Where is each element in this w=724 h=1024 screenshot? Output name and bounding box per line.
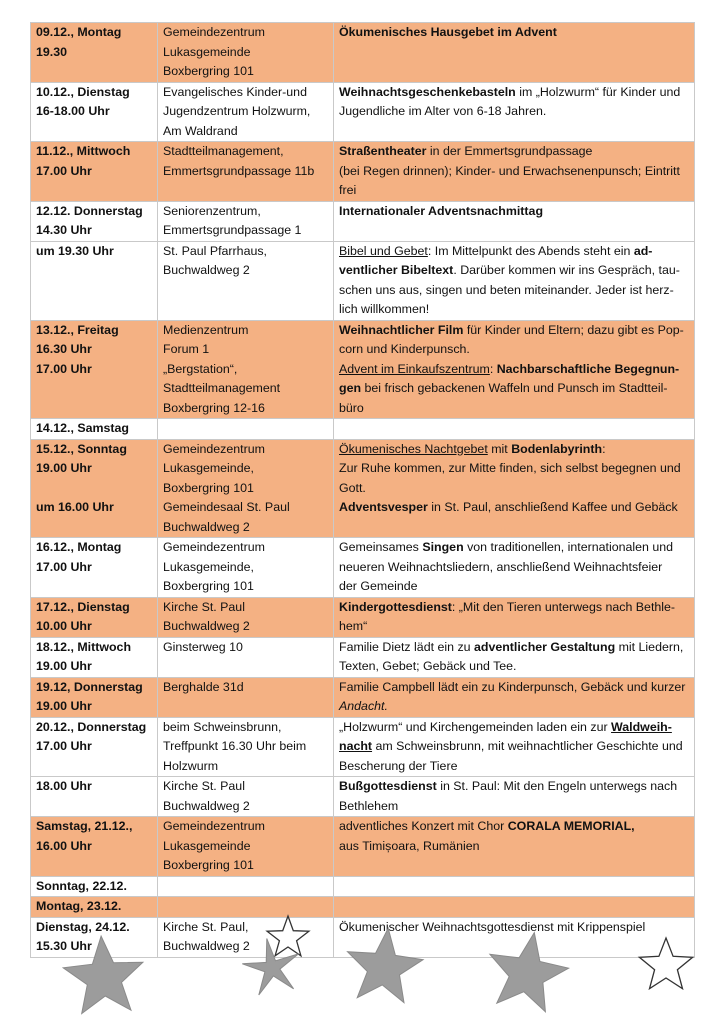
location-cell bbox=[158, 23, 334, 83]
description-line bbox=[339, 379, 689, 399]
description-line bbox=[339, 697, 689, 717]
location-cell-line: Gemeindesaal St. Paul bbox=[163, 500, 290, 514]
description-cell bbox=[334, 817, 695, 877]
location-cell-line: Lukasgemeinde, bbox=[163, 559, 254, 574]
location-cell-line: Boxbergring 101 bbox=[163, 579, 254, 593]
location-cell-line: Boxbergring 101 bbox=[163, 480, 254, 495]
description-text: Andacht. bbox=[339, 699, 388, 713]
description-text: mit Liedern, bbox=[615, 639, 684, 654]
date-cell bbox=[31, 201, 158, 241]
description-line bbox=[339, 340, 689, 360]
description-text: Familie Dietz lädt ein zu bbox=[339, 639, 474, 654]
description-text: Jugendliche im Alter von 6-18 Jahren. bbox=[339, 104, 547, 118]
description-text: : „Mit den Tieren unterwegs nach Bethle- bbox=[451, 599, 676, 614]
description-text: Bibel und Gebet bbox=[339, 243, 428, 258]
description-text: Bescherung der Tiere bbox=[339, 758, 458, 773]
date-cell bbox=[31, 320, 158, 419]
description-line bbox=[339, 23, 689, 43]
location-cell-line: Buchwaldweg 2 bbox=[163, 798, 250, 813]
description-text: der Gemeinde bbox=[339, 579, 418, 593]
description-line bbox=[339, 558, 689, 578]
description-text: Singen bbox=[422, 540, 464, 554]
location-cell-line: Kirche St. Paul, bbox=[163, 919, 249, 934]
location-cell-line: Forum 1 bbox=[163, 342, 210, 356]
date-cell-line: 15.12., Sonntag bbox=[36, 441, 127, 456]
table-row bbox=[31, 201, 695, 241]
location-cell-line: Lukasgemeinde bbox=[163, 838, 251, 853]
description-line bbox=[339, 617, 689, 637]
location-cell-line: Evangelisches Kinder-und bbox=[163, 84, 307, 99]
star-icon bbox=[490, 933, 569, 1012]
date-cell bbox=[31, 637, 158, 677]
date-cell-line: Dienstag, 24.12. bbox=[36, 919, 130, 934]
description-line bbox=[339, 261, 689, 281]
date-cell-line: 17.12., Dienstag bbox=[36, 599, 130, 614]
date-cell-line: 18.00 Uhr bbox=[36, 779, 92, 793]
date-cell-line: 16-18.00 Uhr bbox=[36, 104, 110, 118]
date-cell bbox=[31, 23, 158, 83]
description-text: Bethlehem bbox=[339, 798, 399, 813]
location-cell-line: Lukasgemeinde, bbox=[163, 461, 254, 475]
date-cell bbox=[31, 241, 158, 320]
description-text: Internationaler Adventsnachmittag bbox=[339, 203, 544, 218]
description-line bbox=[339, 242, 689, 262]
description-line bbox=[339, 718, 689, 738]
star-icon bbox=[63, 936, 143, 1014]
date-cell-line: 15.30 Uhr bbox=[36, 939, 92, 953]
date-cell-line: 19.00 Uhr bbox=[36, 461, 92, 475]
description-text: Familie Campbell lädt ein zu Kinderpunsch, Gebäck und kurzer bbox=[339, 679, 686, 694]
location-cell bbox=[158, 777, 334, 817]
description-cell bbox=[334, 320, 695, 419]
location-cell-line: Berghalde 31d bbox=[163, 679, 244, 694]
table-row bbox=[31, 439, 695, 538]
description-text: ad- bbox=[633, 243, 653, 258]
description-line bbox=[339, 737, 689, 757]
date-cell-line: 17.00 Uhr bbox=[36, 559, 92, 574]
location-cell-line: Buchwaldweg 2 bbox=[163, 519, 250, 534]
description-cell bbox=[334, 637, 695, 677]
date-cell-line: 14.30 Uhr bbox=[36, 223, 92, 237]
description-line bbox=[339, 83, 689, 103]
date-cell-line: 18.12., Mittwoch bbox=[36, 639, 132, 654]
table-row bbox=[31, 241, 695, 320]
description-line bbox=[339, 817, 689, 837]
location-cell-line: Buchwaldweg 2 bbox=[163, 939, 250, 953]
description-cell bbox=[334, 241, 695, 320]
description-text: adventlicher Gestaltung bbox=[473, 639, 616, 654]
table-row bbox=[31, 23, 695, 83]
date-cell bbox=[31, 777, 158, 817]
table-row bbox=[31, 817, 695, 877]
description-cell bbox=[334, 717, 695, 777]
description-line bbox=[339, 498, 689, 518]
date-cell-line: 17.00 Uhr bbox=[36, 163, 92, 178]
description-text: frei bbox=[339, 183, 357, 197]
date-cell bbox=[31, 419, 158, 440]
date-cell-line: 17.00 Uhr bbox=[36, 361, 92, 376]
description-line bbox=[339, 360, 689, 380]
description-line bbox=[339, 281, 689, 301]
description-text: für Kinder und Eltern; dazu gibt es Pop- bbox=[463, 322, 684, 337]
location-cell bbox=[158, 201, 334, 241]
description-text: „Holzwurm“ und Kirchengemeinden laden ein zur bbox=[339, 719, 612, 734]
table-row bbox=[31, 419, 695, 440]
description-text: Adventsvesper bbox=[339, 500, 428, 514]
location-cell-line: St. Paul Pfarrhaus, bbox=[163, 243, 267, 258]
description-cell bbox=[334, 876, 695, 897]
location-cell bbox=[158, 538, 334, 598]
star-outline-icon bbox=[639, 938, 692, 989]
description-text: Straßentheater bbox=[339, 144, 427, 158]
location-cell bbox=[158, 82, 334, 142]
description-line bbox=[339, 440, 689, 460]
description-text: Ökumenisches Nachtgebet bbox=[339, 441, 488, 456]
description-text: Bodenlabyrinth bbox=[511, 441, 603, 456]
description-text: : bbox=[489, 361, 497, 376]
date-cell bbox=[31, 817, 158, 877]
schedule-body bbox=[31, 23, 695, 958]
date-cell-line: Samstag, 21.12., bbox=[36, 819, 133, 833]
location-cell-line: Seniorenzentrum, bbox=[163, 203, 261, 218]
description-text: Kindergottesdienst bbox=[339, 599, 452, 614]
date-cell bbox=[31, 82, 158, 142]
date-cell-line: Sonntag, 22.12. bbox=[36, 878, 127, 893]
description-text: (bei Regen drinnen); Kinder- und Erwachsenenpunsch; Eintritt bbox=[339, 163, 680, 178]
location-cell bbox=[158, 637, 334, 677]
description-cell bbox=[334, 538, 695, 598]
date-cell bbox=[31, 717, 158, 777]
location-cell-line: Boxbergring 12-16 bbox=[163, 400, 265, 415]
description-text: in der Emmertsgrundpassage bbox=[426, 144, 593, 158]
description-text: schen uns aus, singen und beten miteinander. Jeder ist herz- bbox=[339, 282, 674, 297]
location-cell-line: Lukasgemeinde bbox=[163, 44, 251, 59]
table-row bbox=[31, 538, 695, 598]
description-text: in St. Paul: Mit den Engeln unterwegs nach bbox=[436, 779, 678, 793]
date-cell-line: 14.12., Samstag bbox=[36, 421, 129, 435]
description-line bbox=[339, 777, 689, 797]
location-cell bbox=[158, 597, 334, 637]
table-row bbox=[31, 597, 695, 637]
location-cell-line: Am Waldrand bbox=[163, 123, 238, 138]
description-line bbox=[339, 142, 689, 162]
description-text: büro bbox=[339, 400, 364, 415]
date-cell-line: 10.12., Dienstag bbox=[36, 84, 130, 99]
description-text: Bußgottesdienst bbox=[339, 779, 437, 793]
location-cell-line: Boxbergring 101 bbox=[163, 858, 254, 872]
date-cell-line: um 19.30 Uhr bbox=[36, 243, 114, 258]
location-cell-line: Kirche St. Paul bbox=[163, 779, 245, 793]
location-cell bbox=[158, 320, 334, 419]
location-cell-line: Emmertsgrundpassage 11b bbox=[163, 163, 315, 178]
location-cell bbox=[158, 241, 334, 320]
date-cell bbox=[31, 677, 158, 717]
date-cell bbox=[31, 538, 158, 598]
date-cell-line: 19.00 Uhr bbox=[36, 659, 92, 673]
description-text: : Im Mittelpunkt des Abends steht ein bbox=[427, 243, 634, 258]
location-cell-line: Medienzentrum bbox=[163, 322, 249, 337]
description-line bbox=[339, 162, 689, 182]
event-schedule-table bbox=[30, 22, 695, 958]
description-line bbox=[339, 598, 689, 618]
location-cell bbox=[158, 677, 334, 717]
description-text: neueren Weihnachtsliedern, anschließend Weihnachtsfeier bbox=[339, 559, 663, 574]
date-cell-line: 19.12, Donnerstag bbox=[36, 679, 143, 694]
location-cell bbox=[158, 419, 334, 440]
date-cell-line: 12.12. Donnerstag bbox=[36, 203, 143, 218]
location-cell-line: Boxbergring 101 bbox=[163, 64, 254, 78]
description-line bbox=[339, 657, 689, 677]
description-text: Ökumenisches Hausgebet im Advent bbox=[339, 25, 557, 39]
date-cell-line: 10.00 Uhr bbox=[36, 619, 92, 633]
date-cell-line: 19.00 Uhr bbox=[36, 699, 92, 713]
location-cell-line: Gemeindezentrum bbox=[163, 819, 265, 833]
date-cell-line: Montag, 23.12. bbox=[36, 899, 122, 913]
description-text: lich willkommen! bbox=[339, 302, 430, 316]
location-cell-line: Gemeindezentrum bbox=[163, 25, 265, 39]
description-text: mit bbox=[487, 441, 512, 456]
description-line bbox=[339, 678, 689, 698]
description-cell bbox=[334, 439, 695, 538]
description-cell bbox=[334, 597, 695, 637]
location-cell bbox=[158, 142, 334, 202]
description-text: hem“ bbox=[339, 619, 368, 633]
location-cell-line: beim Schweinsbrunn, bbox=[163, 719, 282, 734]
location-cell-line: Treffpunkt 16.30 Uhr beim bbox=[163, 739, 307, 753]
description-text: : bbox=[602, 441, 606, 456]
description-cell bbox=[334, 142, 695, 202]
table-row bbox=[31, 142, 695, 202]
description-text: ventlicher Bibeltext bbox=[339, 263, 454, 277]
description-text: im „Holzwurm“ für Kinder und bbox=[515, 84, 681, 99]
description-line bbox=[339, 797, 689, 817]
description-line bbox=[339, 102, 689, 122]
table-row bbox=[31, 82, 695, 142]
location-cell-line: Gemeindezentrum bbox=[163, 441, 265, 456]
table-row bbox=[31, 876, 695, 897]
location-cell-line: Holzwurm bbox=[163, 758, 219, 773]
location-cell-line: Kirche St. Paul bbox=[163, 599, 245, 614]
table-row bbox=[31, 320, 695, 419]
description-line bbox=[339, 638, 689, 658]
date-cell-line: 20.12., Donnerstag bbox=[36, 719, 147, 734]
star-icon bbox=[267, 916, 309, 956]
location-cell-line: Gemeindezentrum bbox=[163, 540, 265, 554]
location-cell-line: Jugendzentrum Holzwurm, bbox=[163, 104, 311, 118]
description-text: gen bbox=[339, 381, 362, 395]
description-text: CORALA MEMORIAL, bbox=[507, 819, 635, 833]
description-line bbox=[339, 399, 689, 419]
location-cell-line: Buchwaldweg 2 bbox=[163, 619, 250, 633]
description-cell bbox=[334, 201, 695, 241]
date-cell bbox=[31, 142, 158, 202]
date-cell-line: um 16.00 Uhr bbox=[36, 500, 114, 514]
description-text: in St. Paul, anschließend Kaffee und Gebäck bbox=[427, 500, 678, 514]
description-text: corn und Kinderpunsch. bbox=[339, 342, 470, 356]
description-line bbox=[339, 202, 689, 222]
description-text: Weihnachtsgeschenkebasteln bbox=[339, 84, 516, 99]
location-cell bbox=[158, 876, 334, 897]
description-text: bei frisch gebackenen Waffeln und Punsch im Stadtteil- bbox=[361, 381, 668, 395]
description-line bbox=[339, 837, 689, 857]
date-cell-line: 16.12., Montag bbox=[36, 540, 122, 554]
date-cell-line: 19.30 bbox=[36, 44, 68, 59]
date-cell-line: 11.12., Mittwoch bbox=[36, 144, 131, 158]
description-text: Gott. bbox=[339, 480, 366, 495]
table-row bbox=[31, 717, 695, 777]
date-cell-line: 16.00 Uhr bbox=[36, 838, 92, 853]
location-cell-line: Stadtteilmanagement bbox=[163, 381, 281, 395]
date-cell bbox=[31, 876, 158, 897]
date-cell-line: 16.30 Uhr bbox=[36, 342, 92, 356]
description-text: Waldweih- bbox=[611, 719, 672, 734]
location-cell-line: Ginsterweg 10 bbox=[163, 639, 243, 654]
location-cell-line: Emmertsgrundpassage 1 bbox=[163, 223, 302, 237]
description-cell bbox=[334, 777, 695, 817]
description-text: Ökumenischer Weihnachtsgottesdienst mit Krippenspiel bbox=[339, 919, 646, 934]
location-cell-line: Buchwaldweg 2 bbox=[163, 263, 250, 277]
location-cell-line: Stadtteilmanagement, bbox=[163, 144, 284, 158]
description-cell bbox=[334, 23, 695, 83]
description-text: adventliches Konzert mit Chor bbox=[339, 819, 508, 833]
location-cell bbox=[158, 717, 334, 777]
description-line bbox=[339, 300, 689, 320]
description-text: Weihnachtlicher Film bbox=[339, 322, 464, 337]
star-icon bbox=[348, 928, 424, 1002]
description-cell bbox=[334, 419, 695, 440]
description-line bbox=[339, 479, 689, 499]
table-row bbox=[31, 677, 695, 717]
date-cell bbox=[31, 439, 158, 538]
description-line bbox=[339, 181, 689, 201]
description-line bbox=[339, 757, 689, 777]
description-text: Texten, Gebet; Gebäck und Tee. bbox=[339, 659, 517, 673]
description-text: aus Timișoara, Rumänien bbox=[339, 838, 480, 853]
location-cell bbox=[158, 439, 334, 538]
description-line bbox=[339, 321, 689, 341]
date-cell bbox=[31, 597, 158, 637]
description-cell bbox=[334, 82, 695, 142]
date-cell-line: 09.12., Montag bbox=[36, 25, 122, 39]
description-text: nacht bbox=[339, 739, 373, 753]
location-cell-line: „Bergstation“, bbox=[163, 361, 238, 376]
table-row bbox=[31, 777, 695, 817]
description-line bbox=[339, 538, 689, 558]
description-text: Zur Ruhe kommen, zur Mitte finden, sich selbst begegnen und bbox=[339, 461, 681, 475]
description-line bbox=[339, 577, 689, 597]
description-cell bbox=[334, 677, 695, 717]
description-text: am Schweinsbrunn, mit weihnachtlicher Geschichte und bbox=[372, 739, 683, 753]
description-text: Advent im Einkaufszentrum bbox=[339, 361, 490, 376]
description-text: Nachbarschaftliche Begegnun- bbox=[496, 361, 680, 376]
table-row bbox=[31, 637, 695, 677]
location-cell bbox=[158, 817, 334, 877]
date-cell-line: 13.12., Freitag bbox=[36, 322, 119, 337]
date-cell-line: 17.00 Uhr bbox=[36, 739, 92, 753]
description-text: . Darüber kommen wir ins Gespräch, tau- bbox=[453, 263, 680, 277]
description-text: Gemeinsames bbox=[339, 540, 423, 554]
description-line bbox=[339, 459, 689, 479]
decorative-stars bbox=[0, 900, 724, 1024]
description-text: von traditionellen, internationalen und bbox=[463, 540, 674, 554]
